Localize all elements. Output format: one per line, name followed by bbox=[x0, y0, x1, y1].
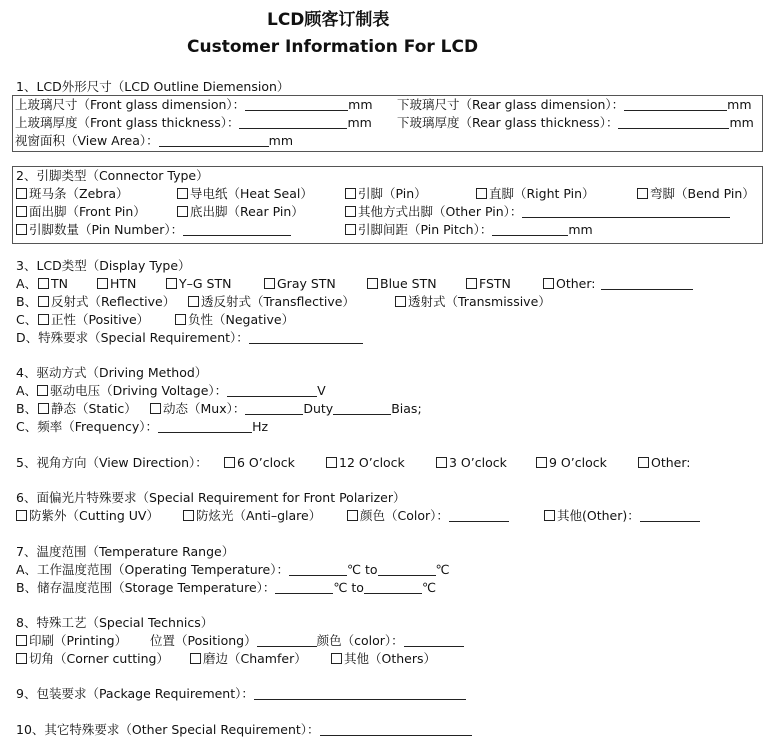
reflective-label: 反射式（Reflective） bbox=[51, 294, 176, 309]
corner-label: 切角（Corner cutting） bbox=[29, 651, 169, 666]
htn-option[interactable] bbox=[97, 276, 136, 292]
cutting-uv-checkbox[interactable] bbox=[16, 510, 27, 521]
rearpin-label: 底出脚（Rear Pin） bbox=[190, 204, 304, 219]
section9-heading: 9、包装要求（Package Requirement）： bbox=[16, 686, 254, 701]
printing-checkbox[interactable] bbox=[16, 635, 27, 646]
polarizer-other-option[interactable] bbox=[544, 508, 700, 524]
pinnum-label: 引脚数量（Pin Number）： bbox=[29, 222, 184, 237]
tn-option[interactable] bbox=[38, 276, 68, 292]
zebra-label: 斑马条（Zebra） bbox=[29, 186, 129, 201]
view-area-field[interactable] bbox=[15, 133, 293, 149]
mux-label: 动态（Mux）： bbox=[163, 401, 246, 416]
bluestn-option[interactable] bbox=[367, 276, 437, 292]
positive-option[interactable] bbox=[38, 312, 149, 328]
reflective-option[interactable] bbox=[38, 294, 175, 310]
rearpin-option[interactable] bbox=[177, 204, 304, 220]
front-thk-label: 上玻璃厚度（Front glass thickness）： bbox=[15, 115, 240, 130]
hz-unit: Hz bbox=[252, 419, 269, 434]
negative-label: 负性（Negative） bbox=[188, 312, 295, 327]
tn-checkbox[interactable] bbox=[38, 278, 49, 289]
heatseal-label: 导电纸（Heat Seal） bbox=[190, 186, 313, 201]
storage-temp-field[interactable] bbox=[16, 580, 436, 596]
special-requirement-field[interactable] bbox=[16, 330, 363, 346]
position-field[interactable] bbox=[150, 633, 464, 649]
print-color-blank[interactable] bbox=[404, 634, 464, 647]
other-special-field[interactable] bbox=[16, 722, 472, 738]
chamfer-checkbox[interactable] bbox=[190, 653, 201, 664]
transmissive-label: 透射式（Transmissive） bbox=[408, 294, 551, 309]
row-prefix: A、 bbox=[16, 276, 38, 291]
view-6-label: 6 O’clock bbox=[237, 455, 295, 470]
front-thk-blank[interactable] bbox=[239, 116, 347, 129]
driving-voltage-field[interactable] bbox=[16, 383, 326, 399]
bias-blank[interactable] bbox=[333, 402, 391, 415]
antiglare-checkbox[interactable] bbox=[183, 510, 194, 521]
tn-label: TN bbox=[51, 276, 68, 291]
title-cn: LCD顾客订制表 bbox=[267, 10, 390, 30]
voltage-label: 驱动电压（Driving Voltage）： bbox=[50, 383, 228, 398]
chamfer-label: 磨边（Chamfer） bbox=[203, 651, 307, 666]
fstn-checkbox[interactable] bbox=[466, 278, 477, 289]
zebra-checkbox[interactable] bbox=[16, 188, 27, 199]
celsius-to: ℃ to bbox=[333, 580, 364, 595]
pin-checkbox[interactable] bbox=[345, 188, 356, 199]
view-6-checkbox[interactable] bbox=[224, 457, 235, 468]
special-requirement-blank[interactable] bbox=[249, 331, 363, 344]
pinpitch-option[interactable] bbox=[345, 222, 593, 238]
positive-label: 正性（Positive） bbox=[51, 312, 150, 327]
frontpin-checkbox[interactable] bbox=[16, 206, 27, 217]
polarizer-other-label: 其他(Other)： bbox=[557, 508, 640, 523]
bluestn-label: Blue STN bbox=[380, 276, 437, 291]
zebra-option[interactable] bbox=[16, 186, 129, 202]
frequency-label: C、频率（Frequency）： bbox=[16, 419, 159, 434]
operating-temp-max-blank[interactable] bbox=[378, 563, 436, 576]
view-other-option[interactable] bbox=[638, 455, 690, 471]
static-option[interactable] bbox=[38, 401, 137, 417]
ygstn-label: Y–G STN bbox=[179, 276, 232, 291]
frequency-field[interactable] bbox=[16, 419, 268, 435]
negative-checkbox[interactable] bbox=[175, 314, 186, 325]
frontpin-label: 面出脚（Front Pin） bbox=[29, 204, 146, 219]
bendpin-label: 弯脚（Bend Pin） bbox=[650, 186, 755, 201]
view-12-checkbox[interactable] bbox=[326, 457, 337, 468]
display-other-option[interactable] bbox=[543, 276, 693, 292]
pin-option[interactable] bbox=[345, 186, 427, 202]
graystn-checkbox[interactable] bbox=[264, 278, 275, 289]
polarizer-color-option[interactable] bbox=[347, 508, 509, 524]
ygstn-checkbox[interactable] bbox=[166, 278, 177, 289]
package-field[interactable] bbox=[16, 686, 466, 702]
front-dim-blank[interactable] bbox=[245, 98, 348, 111]
otherpin-blank[interactable] bbox=[522, 205, 730, 218]
rear-dim-label: 下玻璃尺寸（Rear glass dimension）： bbox=[397, 97, 625, 112]
section8-heading: 8、特殊工艺（Special Technics） bbox=[16, 615, 214, 630]
celsius-to: ℃ to bbox=[346, 562, 378, 577]
rear-thk-blank[interactable] bbox=[618, 116, 729, 129]
negative-option[interactable] bbox=[175, 312, 294, 328]
unit: mm bbox=[727, 97, 752, 112]
view-3-label: 3 O’clock bbox=[449, 455, 507, 470]
mux-checkbox[interactable] bbox=[150, 403, 161, 414]
heatseal-option[interactable] bbox=[177, 186, 313, 202]
rightpin-checkbox[interactable] bbox=[476, 188, 487, 199]
reflective-checkbox[interactable] bbox=[38, 296, 49, 307]
antiglare-option[interactable] bbox=[183, 508, 321, 524]
front-dim-label: 上玻璃尺寸（Front glass dimension）： bbox=[15, 97, 246, 112]
heatseal-checkbox[interactable] bbox=[177, 188, 188, 199]
graystn-label: Gray STN bbox=[277, 276, 336, 291]
cutting-uv-option[interactable] bbox=[16, 508, 159, 524]
polarizer-color-label: 颜色（Color）： bbox=[360, 508, 449, 523]
duty-label: Duty bbox=[303, 401, 334, 416]
view-6-option[interactable] bbox=[224, 455, 295, 471]
storage-temp-min-blank[interactable] bbox=[275, 581, 333, 594]
printing-label: 印刷（Printing） bbox=[29, 633, 128, 648]
display-other-checkbox[interactable] bbox=[543, 278, 554, 289]
unit: mm bbox=[729, 115, 754, 130]
storage-temp-max-blank[interactable] bbox=[364, 581, 422, 594]
corner-checkbox[interactable] bbox=[16, 653, 27, 664]
bias-label: Bias; bbox=[391, 401, 422, 416]
transflective-checkbox[interactable] bbox=[188, 296, 199, 307]
view-12-label: 12 O’clock bbox=[339, 455, 405, 470]
position-label: 位置（Positiong） bbox=[150, 633, 257, 648]
unit: mm bbox=[347, 115, 372, 130]
section6-heading: 6、面偏光片特殊要求（Special Requirement for Front Polarizer） bbox=[16, 490, 406, 505]
celsius: ℃ bbox=[421, 580, 436, 595]
static-checkbox[interactable] bbox=[38, 403, 49, 414]
section3-heading: 3、LCD类型（Display Type） bbox=[16, 258, 191, 273]
display-type-a-row bbox=[16, 276, 37, 292]
voltage-blank[interactable] bbox=[227, 384, 317, 397]
section1-heading: 1、LCD外形尺寸（LCD Outline Diemension） bbox=[16, 79, 290, 94]
htn-checkbox[interactable] bbox=[97, 278, 108, 289]
otherpin-option[interactable] bbox=[345, 204, 730, 220]
row-prefix-a: A、 bbox=[16, 383, 38, 398]
ygstn-option[interactable] bbox=[166, 276, 231, 292]
rearpin-checkbox[interactable] bbox=[177, 206, 188, 217]
fstn-label: FSTN bbox=[479, 276, 511, 291]
voltage-checkbox[interactable] bbox=[37, 385, 48, 396]
row-prefix-b4: B、 bbox=[16, 401, 38, 416]
rear-thk-field[interactable] bbox=[397, 115, 754, 131]
graystn-option[interactable] bbox=[264, 276, 336, 292]
view-other-label: Other: bbox=[651, 455, 691, 470]
unit: mm bbox=[268, 133, 294, 148]
operating-temp-label: A、工作温度范围（Operating Temperature）： bbox=[16, 562, 289, 577]
pinpitch-label: 引脚间距（Pin Pitch）： bbox=[358, 222, 493, 237]
row-prefix-c: C、 bbox=[16, 312, 38, 327]
front-thk-field[interactable] bbox=[15, 115, 372, 131]
print-color-label: 颜色（color）： bbox=[316, 633, 404, 648]
bluestn-checkbox[interactable] bbox=[367, 278, 378, 289]
view-3-option[interactable] bbox=[436, 455, 507, 471]
antiglare-label: 防炫光（Anti–glare） bbox=[196, 508, 322, 523]
view-12-option[interactable] bbox=[326, 455, 405, 471]
view-area-blank[interactable] bbox=[159, 134, 269, 147]
unit: mm bbox=[348, 97, 373, 112]
cutting-uv-label: 防紫外（Cutting UV） bbox=[29, 508, 159, 523]
transflective-option[interactable] bbox=[188, 294, 355, 310]
other-special-blank[interactable] bbox=[320, 723, 472, 736]
package-blank[interactable] bbox=[254, 687, 466, 700]
polarizer-other-blank[interactable] bbox=[640, 509, 700, 522]
rightpin-option[interactable] bbox=[476, 186, 595, 202]
section4-heading: 4、驱动方式（Driving Method） bbox=[16, 365, 208, 380]
mux-option[interactable] bbox=[150, 401, 422, 417]
position-blank[interactable] bbox=[257, 634, 317, 647]
technics-other-option[interactable] bbox=[331, 651, 436, 667]
view-area-label: 视窗面积（View Area）： bbox=[15, 133, 159, 148]
polarizer-color-checkbox[interactable] bbox=[347, 510, 358, 521]
rear-dim-field[interactable] bbox=[397, 97, 752, 113]
view-other-checkbox[interactable] bbox=[638, 457, 649, 468]
frequency-blank[interactable] bbox=[158, 420, 252, 433]
pin-label: 引脚（Pin） bbox=[358, 186, 427, 201]
view-9-checkbox[interactable] bbox=[536, 457, 547, 468]
pinnum-option[interactable] bbox=[16, 222, 291, 238]
pinnum-checkbox[interactable] bbox=[16, 224, 27, 235]
special-requirement-label: D、特殊要求（Special Requirement）： bbox=[16, 330, 249, 345]
operating-temp-field[interactable] bbox=[16, 562, 450, 578]
positive-checkbox[interactable] bbox=[38, 314, 49, 325]
chamfer-option[interactable] bbox=[190, 651, 307, 667]
bendpin-checkbox[interactable] bbox=[637, 188, 648, 199]
printing-option[interactable] bbox=[16, 633, 127, 649]
section7-heading: 7、温度范围（Temperature Range） bbox=[16, 544, 235, 559]
section5-heading: 5、视角方向（View Direction）： bbox=[16, 455, 208, 470]
polarizer-color-blank[interactable] bbox=[449, 509, 509, 522]
rear-dim-blank[interactable] bbox=[624, 98, 727, 111]
corner-option[interactable] bbox=[16, 651, 169, 667]
pinpitch-checkbox[interactable] bbox=[345, 224, 356, 235]
technics-other-checkbox[interactable] bbox=[331, 653, 342, 664]
static-label: 静态（Static） bbox=[51, 401, 137, 416]
view-9-label: 9 O’clock bbox=[549, 455, 607, 470]
unit: mm bbox=[568, 222, 593, 237]
view-9-option[interactable] bbox=[536, 455, 607, 471]
transmissive-checkbox[interactable] bbox=[395, 296, 406, 307]
transmissive-option[interactable] bbox=[395, 294, 551, 310]
display-other-blank[interactable] bbox=[601, 277, 693, 290]
rightpin-label: 直脚（Right Pin） bbox=[489, 186, 595, 201]
duty-blank[interactable] bbox=[245, 402, 303, 415]
storage-temp-label: B、储存温度范围（Storage Temperature）： bbox=[16, 580, 276, 595]
operating-temp-min-blank[interactable] bbox=[289, 563, 347, 576]
row-prefix-b: B、 bbox=[16, 294, 38, 309]
otherpin-label: 其他方式出脚（Other Pin）： bbox=[358, 204, 523, 219]
front-dim-field[interactable] bbox=[15, 97, 373, 113]
technics-other-label: 其他（Others） bbox=[344, 651, 437, 666]
fstn-option[interactable] bbox=[466, 276, 511, 292]
section2-heading: 2、引脚类型（Connector Type） bbox=[16, 168, 209, 183]
volt-unit: V bbox=[317, 383, 326, 398]
rear-thk-label: 下玻璃厚度（Rear glass thickness）： bbox=[397, 115, 619, 130]
celsius: ℃ bbox=[435, 562, 450, 577]
view-3-checkbox[interactable] bbox=[436, 457, 447, 468]
section10-heading: 10、其它特殊要求（Other Special Requirement）： bbox=[16, 722, 320, 737]
title-en: Customer Information For LCD bbox=[187, 37, 479, 57]
frontpin-option[interactable] bbox=[16, 204, 146, 220]
pinpitch-blank[interactable] bbox=[492, 223, 568, 236]
bendpin-option[interactable] bbox=[637, 186, 755, 202]
polarizer-other-checkbox[interactable] bbox=[544, 510, 555, 521]
otherpin-checkbox[interactable] bbox=[345, 206, 356, 217]
transflective-label: 透反射式（Transflective） bbox=[201, 294, 355, 309]
pinnum-blank[interactable] bbox=[183, 223, 291, 236]
display-other-label: Other: bbox=[556, 276, 596, 291]
htn-label: HTN bbox=[110, 276, 137, 291]
